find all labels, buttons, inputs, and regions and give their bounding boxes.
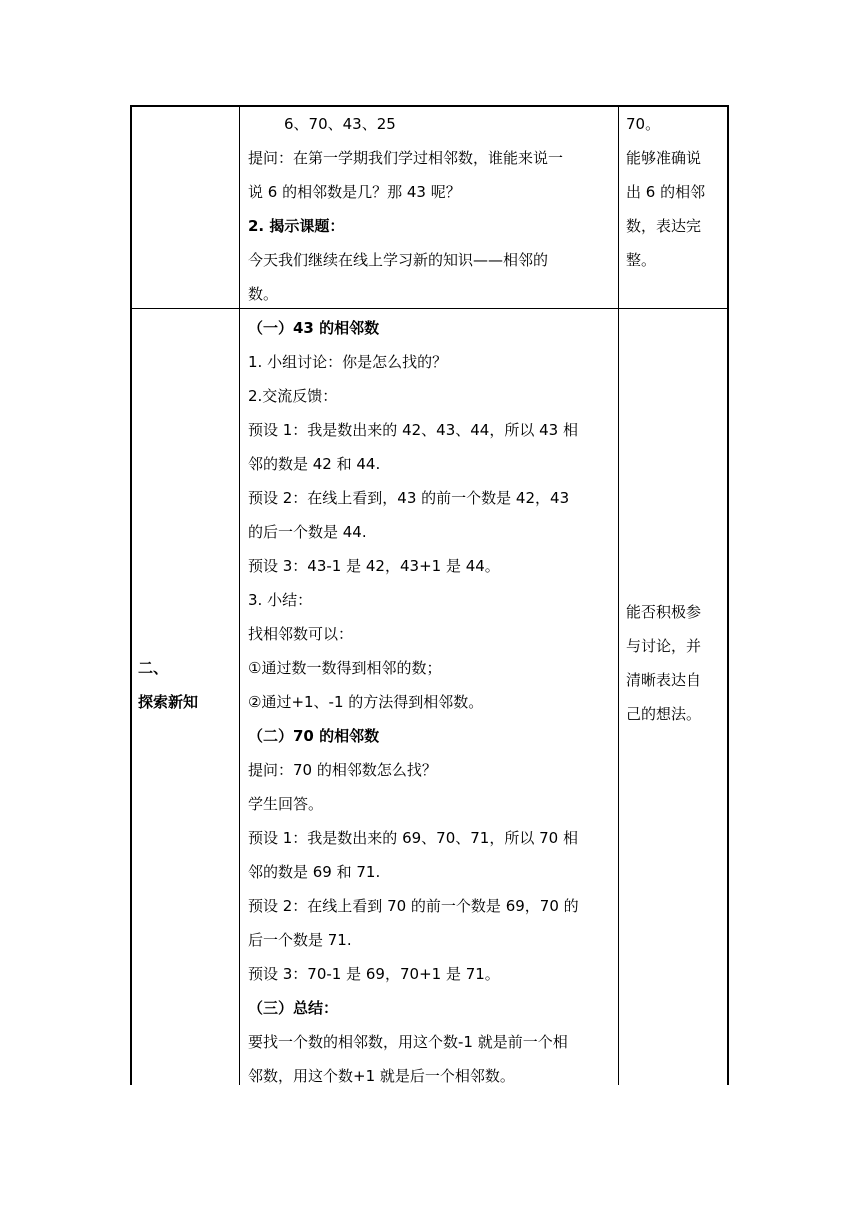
content-line: 邻数，用这个数+1 就是后一个相邻数。 <box>248 1067 515 1085</box>
question-line: 说 6 的相邻数是几？那 43 呢？ <box>248 183 461 201</box>
topic-heading: 2. 揭示课题： <box>248 217 345 235</box>
section-title: 探索新知 <box>138 693 199 711</box>
eval-line: 与讨论，并 <box>626 637 702 655</box>
content-line: 邻的数是 42 和 44. <box>248 455 381 473</box>
eval-line: 能够准确说 <box>626 149 702 167</box>
subsection-heading: （二）70 的相邻数 <box>248 727 380 745</box>
table-left-border <box>130 105 132 1085</box>
content-line: 预设 1：我是数出来的 69、70、71，所以 70 相 <box>248 829 578 847</box>
column-divider-2 <box>618 105 619 1085</box>
content-line: 邻的数是 69 和 71. <box>248 863 381 881</box>
subsection-heading: （一）43 的相邻数 <box>248 319 380 337</box>
content-line: 预设 2：在线上看到，43 的前一个数是 42，43 <box>248 489 570 507</box>
row1-eval-cell <box>626 107 722 277</box>
number-list-line: 6、70、43、25 <box>284 115 396 133</box>
row2-eval-cell <box>626 595 722 731</box>
content-line: ①通过数一数得到相邻的数； <box>248 659 442 677</box>
content-line: 后一个数是 71. <box>248 931 352 949</box>
eval-line: 数，表达完 <box>626 217 702 235</box>
eval-line: 70。 <box>626 115 661 133</box>
table-right-border <box>727 105 729 1085</box>
row1-content-cell <box>248 107 610 311</box>
eval-line: 出 6 的相邻 <box>626 183 706 201</box>
lesson-plan-table <box>130 105 728 1085</box>
row2-content-cell <box>248 311 610 1093</box>
content-line: ②通过+1、-1 的方法得到相邻数。 <box>248 693 484 711</box>
section-label-cell <box>138 651 234 719</box>
content-line: 要找一个数的相邻数，用这个数-1 就是前一个相 <box>248 1033 568 1051</box>
topic-text: 数。 <box>248 285 279 303</box>
eval-line: 清晰表达自 <box>626 671 702 689</box>
content-line: 预设 3：70-1 是 69，70+1 是 71。 <box>248 965 500 983</box>
content-line: 1. 小组讨论：你是怎么找的？ <box>248 353 448 371</box>
topic-text: 今天我们继续在线上学习新的知识——相邻的 <box>248 251 549 269</box>
content-line: 找相邻数可以： <box>248 625 354 643</box>
content-line: 提问：70 的相邻数怎么找？ <box>248 761 437 779</box>
eval-line: 己的想法。 <box>626 705 702 723</box>
content-line: 2.交流反馈： <box>248 387 338 405</box>
subsection-heading: （三）总结： <box>248 999 339 1017</box>
section-number: 二、 <box>138 659 169 677</box>
eval-line: 能否积极参 <box>626 603 702 621</box>
content-line: 学生回答。 <box>248 795 324 813</box>
content-line: 3. 小结： <box>248 591 313 609</box>
question-line: 提问：在第一学期我们学过相邻数，谁能来说一 <box>248 149 564 167</box>
content-line: 的后一个数是 44. <box>248 523 367 541</box>
column-divider-1 <box>239 105 240 1085</box>
content-line: 预设 3：43-1 是 42，43+1 是 44。 <box>248 557 500 575</box>
content-line: 预设 1：我是数出来的 42、43、44，所以 43 相 <box>248 421 578 439</box>
content-line: 预设 2：在线上看到 70 的前一个数是 69，70 的 <box>248 897 579 915</box>
eval-line: 整。 <box>626 251 657 269</box>
